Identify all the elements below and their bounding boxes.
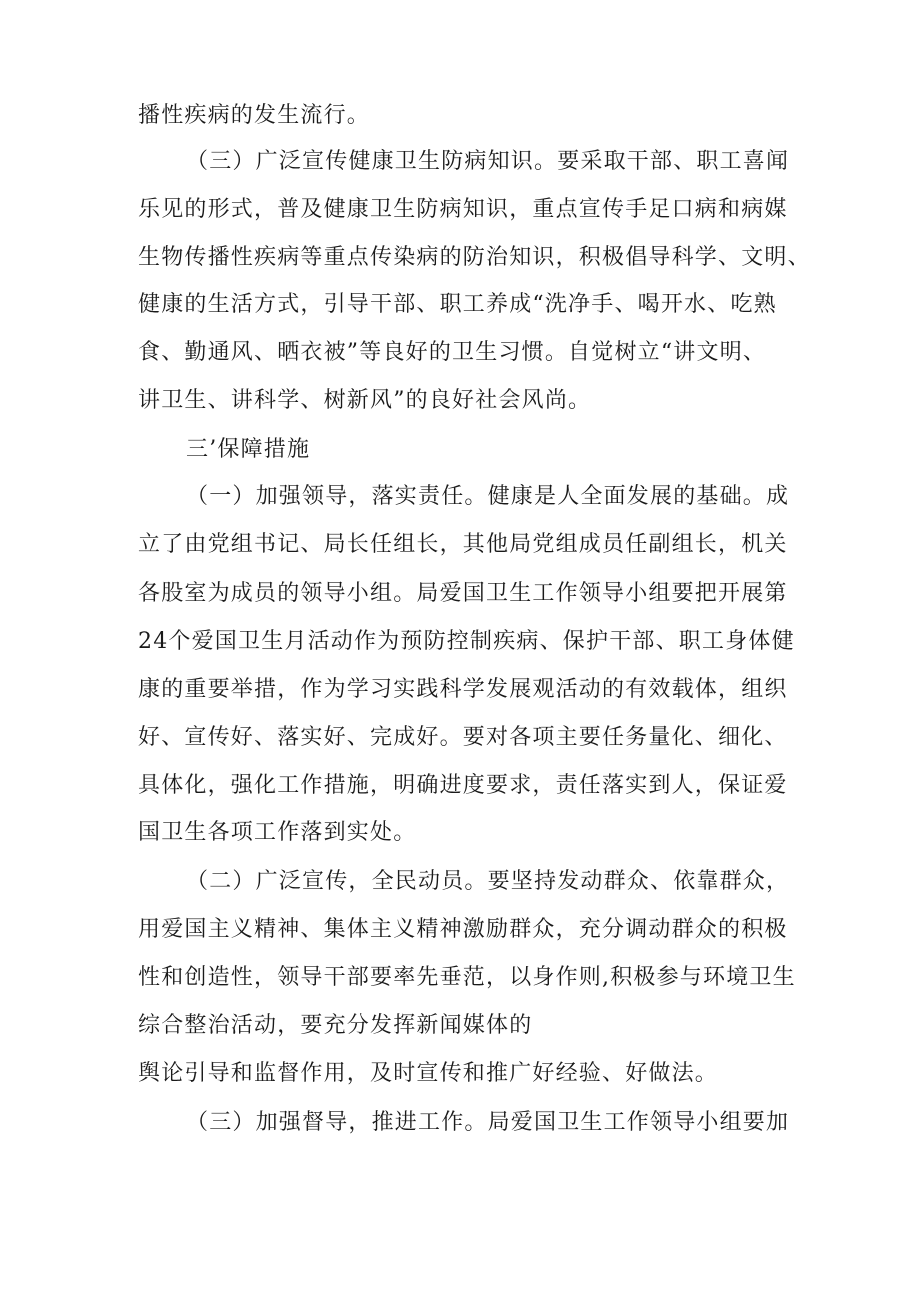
section-paragraph-first-line: （三）加强督导，推进工作。局爱国卫生工作领导小组要加	[186, 1110, 790, 1135]
text-line: 立了由党组书记、局长任组长，其他局党组成员任副组长，机关	[138, 532, 788, 557]
text-line: 健康的生活方式，引导干部、职工养成“洗净手、喝开水、吃熟	[138, 292, 777, 317]
section-paragraph-first-line: （一）加强领导，落实责任。健康是人全面发展的基础。成	[186, 484, 790, 509]
section-paragraph-first-line: （三）广泛宣传健康卫生防病知识。要采取干部、职工喜闻	[186, 149, 790, 174]
text-line: 好、宣传好、落实好、完成好。要对各项主要任务量化、细化、	[138, 725, 788, 750]
text-line: 播性疾病的发生流行。	[138, 103, 371, 128]
text-line: 性和创造性，领导干部要率先垂范，以身作则,积极参与环境卫生	[138, 965, 796, 990]
text-line: 具体化，强化工作措施，明确进度要求，责任落实到人，保证爱	[138, 773, 788, 798]
text-line: 国卫生各项工作落到实处。	[138, 820, 417, 845]
text-line: 各股室为成员的领导小组。局爱国卫生工作领导小组要把开展第	[138, 581, 788, 606]
text-line: 用爱国主义精神、集体主义精神激励群众，充分调动群众的积极	[138, 917, 788, 942]
text-line: 生物传播性疾病等重点传染病的防治知识，积极倡导科学、文明、	[138, 245, 811, 270]
text-line: 讲卫生、讲科学、树新风”的良好社会风尚。	[138, 388, 592, 413]
section-heading: 三’保障措施	[186, 437, 311, 462]
text-line: 康的重要举措，作为学习实践科学发展观活动的有效载体，组织	[138, 677, 788, 702]
text-line: 舆论引导和监督作用，及时宣传和推广好经验、好做法。	[138, 1061, 719, 1086]
text-line: 食、勤通风、晒衣被”等良好的卫生习惯。自觉树立“讲文明、	[138, 340, 767, 365]
section-paragraph-first-line: （二）广泛宣传，全民动员。要坚持发动群众、依靠群众，	[186, 869, 790, 894]
text-line: 乐见的形式，普及健康卫生防病知识，重点宣传手足口病和病媒	[138, 197, 788, 222]
text-line: 24个爱国卫生月活动作为预防控制疾病、保护干部、职工身体健	[138, 629, 795, 654]
text-line: 综合整治活动，要充分发挥新闻媒体的	[138, 1013, 533, 1038]
